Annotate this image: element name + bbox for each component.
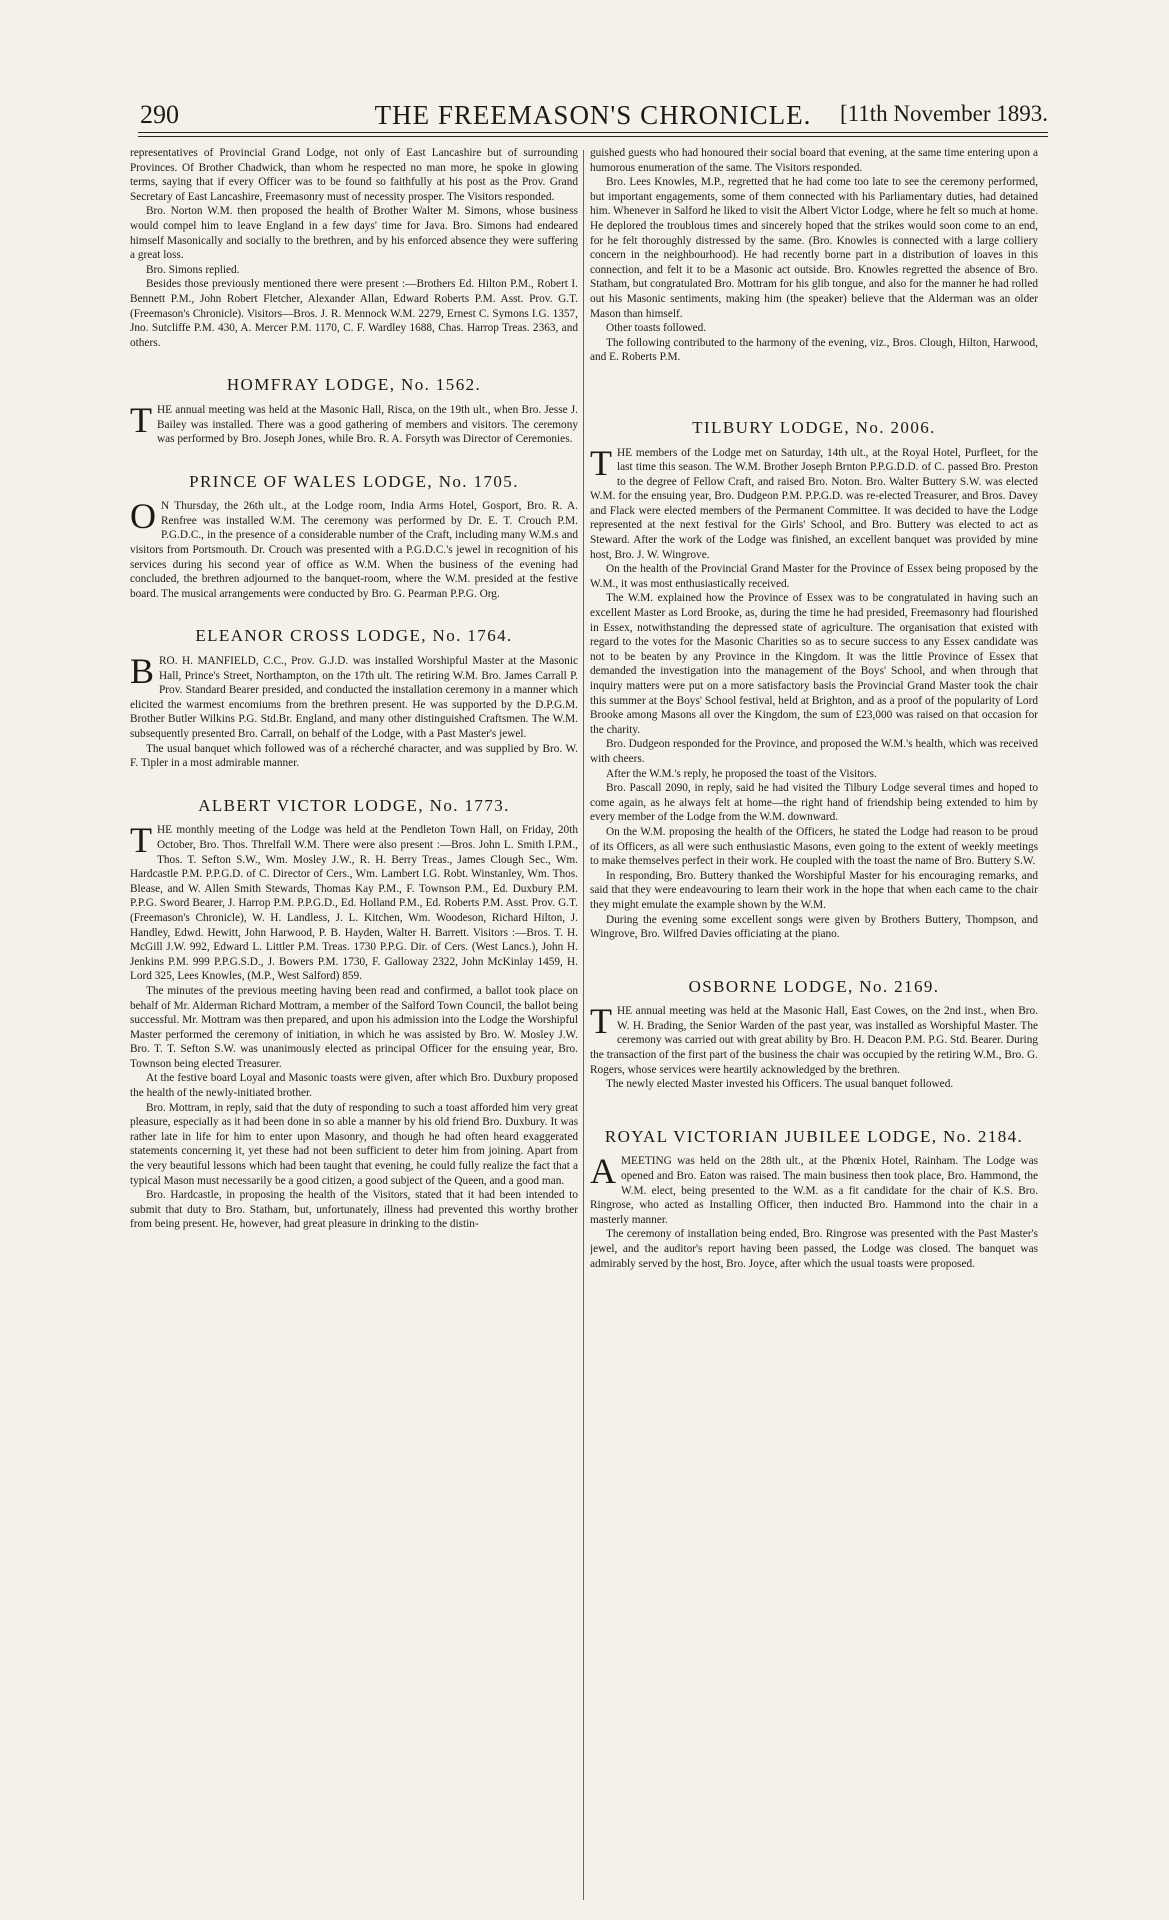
issue-date: [11th November 1893. xyxy=(839,101,1048,126)
continued-paragraph: representatives of Provincial Grand Lodge, not only of East Lancashire but of surrounding Provinces. Of Brother Chadwick, than whom he respected no man more, he spoke in glowing terms, saying that if every Officer was to be found so faithfully at his post as the Prov. Grand Secretary of East Lancashire, Freemasonry must of necessity prosper. The Visitors responded. xyxy=(130,147,578,203)
article-text: RO. H. MANFIELD, C.C., Prov. G.J.D. was installed Worshipful Master at the Masonic Hall, Prince's Street, Northampton, on the 17th ult. The retiring W.M. Bro. James Carrall P. Prov. Standard Bearer presided, and conducted the installation ceremony in a manner which elicited the warmest encomiums from the brethren present. He was supported by the D.P.G.M. Brother Butler Wilkins P.G. Std.Br. England, and many other distinguished Craftsmen. The W.M. subsequently presented Bro. Carrall, on behalf of the Lodge, with a Past Master's jewel. xyxy=(130,655,578,740)
article-paragraph: On the health of the Provincial Grand Master for the Province of Essex being proposed by the W.M., it was most enthusiastically received. xyxy=(590,563,1038,590)
running-head xyxy=(138,100,1048,133)
dropcap: T xyxy=(130,399,152,440)
continued-paragraph: Bro. Lees Knowles, M.P., regretted that he had come too late to see the ceremony performed, but important engagements, some of them connected with his Parliamentary duties, had detained him. Whenever in Salford he liked to visit the Albert Victor Lodge, where he felt so much at home. He deplored the troublous times and sincerely hoped that the strikes would soon come to an end, for he felt thoroughly distressed by the same. (Bro. Knowles is connected with a large colliery concern in the neighbourhood). He had recently borne part in a distribution of loaves in this connection, and felt it to be a Masonic act outside. Bro. Knowles regretted the absence of Bro. Statham, but congratulated Bro. Mottram for his glib tongue, and also for the manner he had rolled out his Masonic sentiments, making him (the speaker) believe that the Alderman was an older Mason than himself. xyxy=(590,176,1038,320)
dropcap: T xyxy=(130,820,152,861)
article-body xyxy=(590,1001,1038,1077)
article-text: MEETING was held on the 28th ult., at the Phœnix Hotel, Rainham. The Lodge was opened and Bro. Eaton was raised. The main business then took place, Bro. Hammond, the W.M. elect, being presented to the W.M. as a fit candidate for the chair of K.S. Bro. Ringrose, who acted as Installing Officer, then inducted Bro. Hammond into the chair in a masterly manner. xyxy=(590,1155,1038,1226)
article-paragraph: The W.M. explained how the Province of Essex was to be congratulated in having such an excellent Master as Lord Brooke, as, during the time he had presided, Freemasonry had flourished in Essex, notwithstanding the depressed state of agriculture. The organisation that existed with regard to the votes for the Masonic Charities so as to secure success to any Essex candidate was not to be beaten by any Province in the Kingdom. It was the little Province of Essex that demanded the investigation into the management of the Boys' School, and when through that inquiry matters were put on a more satisfactory basis the Provincial Grand Master took the chair this summer at the Boys' School festival, held at Brighton, and as a proof of the popularity of Lord Brooke among Masons all over the Kingdom, the sum of £23,000 was raised on that occasion for the charity. xyxy=(590,592,1038,736)
article-paragraph: Bro. Pascall 2090, in reply, said he had visited the Tilbury Lodge several times and hoped to come again, as he always felt at home—the right hand of friendship being extended to him by every member of the Lodge from the W.M. downward. xyxy=(590,782,1038,824)
page-number: 290 xyxy=(140,100,179,129)
continued-paragraph: The following contributed to the harmony of the evening, viz., Bros. Clough, Hilton, Harwood, and E. Roberts P.M. xyxy=(590,336,1038,364)
article-heading-osborne: OSBORNE LODGE, No. 2169. xyxy=(688,976,940,996)
article-heading-eleanor-cross: ELEANOR CROSS LODGE, No. 1764. xyxy=(195,626,513,646)
right-column xyxy=(590,146,1038,1906)
dropcap: B xyxy=(130,651,155,692)
article-paragraph: After the W.M.'s reply, he proposed the toast of the Visitors. xyxy=(606,767,877,780)
article-paragraph: At the festive board Loyal and Masonic toasts were given, after which Bro. Duxbury proposed the health of the newly-initiated brother. xyxy=(130,1072,578,1100)
article-paragraph: Bro. Hardcastle, in proposing the health of the Visitors, stated that it had been intended to submit that duty to Bro. Statham, but, unfortunately, illness had prevented this worthy brother from being present. He, however, had great pleasure in drinking to the distin- xyxy=(130,1189,578,1231)
article-text: HE annual meeting was held at the Masonic Hall, Risca, on the 19th ult., when Bro. Jesse J. Bailey was installed. There was a good gathering of members and visitors. The ceremony was performed by Bro. Joseph Jones, while Bro. R. A. Forsyth was Director of Ceremonies. xyxy=(157,403,578,446)
article-body xyxy=(590,1151,1038,1227)
dropcap: O xyxy=(130,496,156,537)
dropcap: A xyxy=(590,1151,616,1192)
left-column xyxy=(130,146,578,1906)
article-text: HE members of the Lodge met on Saturday, 14th ult., at the Royal Hotel, Purfleet, for the last time this season. The W.M. Brother Joseph Brnton P.P.G.D.D. of C. passed Bro. Preston to the degree of Fellow Craft, and raised Bro. Noton. Bro. Walter Buttery S.W. was elected W.M. for the ensuing year, Bro. Dudgeon P.M. P.P.G.D. was re-elected Treasurer, and Bros. Davey and Flack were elected members of the Permanent Committee. It was decided to have the Lodge represented at the next festival for the Girls' School, and Bro. Buttery was elected to act as Steward. After the work of the Lodge was finished, an excellent banquet was provided by mine host, Bro. J. W. Wingrove. xyxy=(590,446,1038,561)
article-paragraph: During the evening some excellent songs were given by Brothers Buttery, Thompson, and Wingrove, Bro. Wilfred Davies officiating at the piano. xyxy=(590,913,1038,941)
article-paragraph: On the W.M. proposing the health of the Officers, he stated the Lodge had reason to be proud of its Officers, as all were such enthusiastic Masons, even going to the extent of weekly meetings to make themselves perfect in their work. He coupled with the toast the name of Bro. Buttery S.W. xyxy=(590,825,1038,868)
column-divider xyxy=(583,150,584,1900)
dropcap: T xyxy=(590,1001,612,1042)
continued-paragraph: Bro. Simons replied. xyxy=(146,263,240,276)
article-body xyxy=(130,820,578,984)
article-body xyxy=(130,496,578,601)
article-body xyxy=(130,651,578,742)
publication-title: THE FREEMASON'S CHRONICLE. xyxy=(374,100,812,130)
continued-paragraph: guished guests who had honoured their social board that evening, at the same time entering upon a humorous enumeration of the same. The Visitors responded. xyxy=(590,147,1038,174)
continued-paragraph: Bro. Norton W.M. then proposed the health of Brother Walter M. Simons, whose business would compel him to leave England in a few days' time for Java. Bro. Simons had endeared himself Masonically and socially to the brethren, and by his enforced absence they were suffering a great loss. xyxy=(130,205,578,262)
article-paragraph: The newly elected Master invested his Officers. The usual banquet followed. xyxy=(606,1078,954,1091)
article-paragraph: Bro. Mottram, in reply, said that the duty of responding to such a toast afforded him very great pleasure, especially as it had been done in so able a manner by his old friend Bro. Duxbury. It was rather late in life for him to enter upon Masonry, and though he had often heard exaggerated statements concerning it, yet these had not been sufficient to deter him from joining. Apart from the very beautiful lessons which had been taught that evening, he could fully realize the fact that a typical Mason must necessarily be a good citizen, a good subject of the Queen, and a good man. xyxy=(130,1101,578,1187)
article-heading-royal-victorian-jubilee: ROYAL VICTORIAN JUBILEE LODGE, No. 2184. xyxy=(604,1126,1024,1146)
article-text: HE annual meeting was held at the Masonic Hall, East Cowes, on the 2nd inst., when Bro. W. H. Brading, the Senior Warden of the past year, was installed as Worshipful Master. The ceremony was carried out with great ability by Bro. H. Deacon P.M. P.G. Std. Bearer. During the transaction of the first part of the business the chair was occupied by the retiring W.M., Bro. G. Rogers, whose services were heartily acknowledged by the brethren. xyxy=(590,1005,1038,1076)
article-body xyxy=(590,442,1038,563)
article-heading-prince-of-wales: PRINCE OF WALES LODGE, No. 1705. xyxy=(189,471,519,491)
article-text: HE monthly meeting of the Lodge was held at the Pendleton Town Hall, on Friday, 20th October, Bro. Thos. Threlfall W.M. There were also present :—Bros. John L. Smith I.P.M., Thos. T. Sefton S.W., Wm. Mosley J.W., R. H. Berry Treas., James Clough Sec., Wm. Hardcastle P.M. P.P.G.D. of C. Director of Cers., Wm. Lambert I.G. Robt. Winstanley, Wm. Thos. Blease, and W. Allen Smith Stewards, Thomas Kay P.M., F. Townson P.M., Ed. Duxbury P.M. P.P.G. Sword Bearer, J. Harrop P.M. P.P.G.D., Ed. Holland P.M., Ed. Roberts P.M. Asst. Prov. G.T. (Freemason's Chronicle), W. H. Landless, J. L. Kitchen, Wm. Woodeson, Richard Hilton, J. Handley, Edwd. Hewitt, John Harwood, P. B. Hayden, Walter H. Barrett. Visitors :—Bros. T. H. McGill J.W. 992, Edward L. Littler P.M. Treas. 1730 P.P.G. Dir. of Cers. (West Lancs.), John H. Jenkins P.M. 999 P.P.G.S.D., J. Bowers P.M. 1730, F. Galloway 2322, John McKinlay 1459, H. Lord 325, Lees Knowles, (M.P., West Salford) 859. xyxy=(130,824,578,983)
article-paragraph: The minutes of the previous meeting having been read and confirmed, a ballot took place on behalf of Mr. Alderman Richard Mottram, a member of the Salford Town Council, the ballot being successful. Mr. Mottram was then prepared, and upon his admission into the Lodge the Worshipful Master performed the ceremony of initiation, in which he was assisted by Bro. W. Mosley J.W. Bro. T. T. Sefton S.W. was unanimously elected as principal Officer for the ensuing year, Bro. Townson being elected Treasurer. xyxy=(130,984,578,1070)
article-body xyxy=(130,399,578,447)
continued-paragraph: Besides those previously mentioned there were present :—Brothers Ed. Hilton P.M., Robert I. Bennett P.M., John Robert Fletcher, Alexander Allan, Edward Roberts P.M. Asst. Prov. G.T. (Freemason's Chronicle). Visitors—Bros. J. R. Mennock W.M. 2279, Ernest C. Symons I.G. 1357, Jno. Sutcliffe P.M. 430, A. Mercer P.M. 1170, C. F. Wardley 1688, Chas. Harrop Treas. 2363, and others. xyxy=(130,278,578,349)
continued-paragraph: Other toasts followed. xyxy=(606,322,707,335)
article-paragraph: The ceremony of installation being ended, Bro. Ringrose was presented with the Past Master's jewel, and the auditor's report having been passed, the Lodge was closed. The banquet was admirably served by the host, Bro. Joyce, after which the usual toasts were proposed. xyxy=(590,1228,1038,1270)
article-paragraph: In responding, Bro. Buttery thanked the Worshipful Master for his encouraging remarks, and said that they were endeavouring to learn their work in the hope that when each came to the chair they might emulate the example shown by the W.M. xyxy=(590,869,1038,911)
article-paragraph: The usual banquet which followed was of a récherché character, and was supplied by Bro. W. F. Tipler in a most admirable manner. xyxy=(130,742,578,770)
article-heading-albert-victor: ALBERT VICTOR LODGE, No. 1773. xyxy=(198,795,510,815)
dropcap: T xyxy=(590,442,612,483)
article-heading-homfray: HOMFRAY LODGE, No. 1562. xyxy=(226,375,482,395)
article-text: N Thursday, the 26th ult., at the Lodge room, India Arms Hotel, Gosport, Bro. R. A. Renfree was installed W.M. The ceremony was performed by Dr. E. T. Crouch P.M. P.G.D.C., in the presence of a considerable number of the Craft, including many W.M.s and visitors from Portsmouth. Dr. Crouch was presented with a P.G.D.C.'s jewel in recognition of his services during his second year of office as W.M. When the business of the evening had concluded, the brethren adjourned to the banquet-room, where the W.M. presided at the festive board. The musical arrangements were conducted by Bro. G. Pearman P.P.G. Org. xyxy=(130,500,578,600)
article-heading-tilbury: TILBURY LODGE, No. 2006. xyxy=(692,417,936,437)
article-paragraph: Bro. Dudgeon responded for the Province, and proposed the W.M.'s health, which was received with cheers. xyxy=(590,738,1038,765)
header-rule xyxy=(138,136,1048,137)
